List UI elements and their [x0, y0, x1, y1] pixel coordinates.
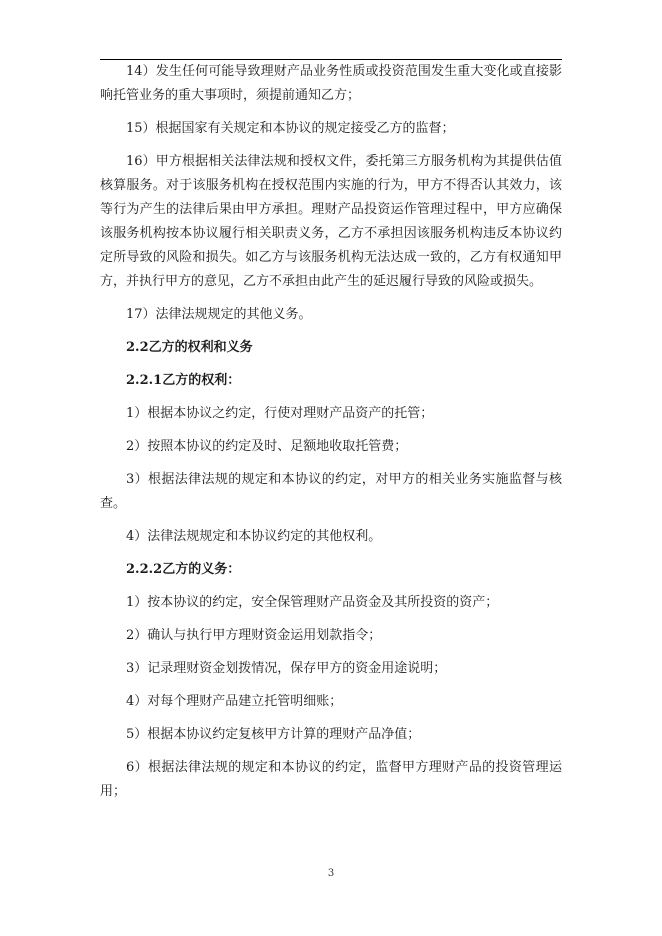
section-heading-2-2: 2.2乙方的权利和义务	[126, 340, 253, 355]
right-item-2: 2）按照本协议的约定及时、足额地收取托管费；	[126, 439, 408, 454]
right-item-1: 1）根据本协议之约定，行使对理财产品资产的托管；	[126, 406, 434, 421]
obligation-item-2: 2）确认与执行甲方理财资金运用划款指令；	[126, 628, 382, 643]
page-number: 3	[327, 868, 335, 879]
subsection-heading-2-2-2: 2.2.2乙方的义务：	[126, 562, 241, 577]
clause-17: 17）法律法规规定的其他义务。	[126, 307, 312, 322]
clause-14: 14）发生任何可能导致理财产品业务性质或投资范围发生重大变化或直接影响托管业务的重大事项时，须提前通知乙方；	[100, 64, 562, 103]
obligation-item-5: 5）根据本协议约定复核甲方计算的理财产品净值；	[126, 727, 421, 742]
subsection-heading-2-2-1: 2.2.1乙方的权利：	[126, 373, 241, 388]
obligation-item-1: 1）按本协议的约定，安全保管理财产品资金及其所投资的资产；	[126, 595, 499, 610]
clause-15: 15）根据国家有关规定和本协议的规定接受乙方的监督；	[126, 121, 455, 136]
right-item-4: 4）法律法规规定和本协议约定的其他权利。	[126, 529, 382, 544]
obligation-item-4: 4）对每个理财产品建立托管明细账；	[126, 694, 343, 709]
obligation-item-6: 6）根据法律法规的规定和本协议的约定，监督甲方理财产品的投资管理运用；	[100, 760, 562, 799]
right-item-3: 3）根据法律法规的规定和本协议的约定，对甲方的相关业务实施监督与核查。	[100, 472, 562, 511]
clause-16: 16）甲方根据相关法律法规和授权文件，委托第三方服务机构为其提供估值核算服务。对于该服务机构在授权范围内实施的行为，甲方不得否认其效力，该等行为产生的法律后果由甲方承担。理财产品投资运作管理过程中，甲方应确保该服务机构按本协议履行相关职责义务，乙方不承担因该服务机构违反本协议约定所导致的风险和损失。如乙方与该服务机构无法达成一致的，乙方有权通知甲方，并执行甲方的意见，乙方不承担由此产生的延迟履行导致的风险或损失。	[100, 154, 562, 289]
document-body	[100, 60, 562, 813]
obligation-item-3: 3）记录理财资金划拨情况，保存甲方的资金用途说明；	[126, 661, 447, 676]
